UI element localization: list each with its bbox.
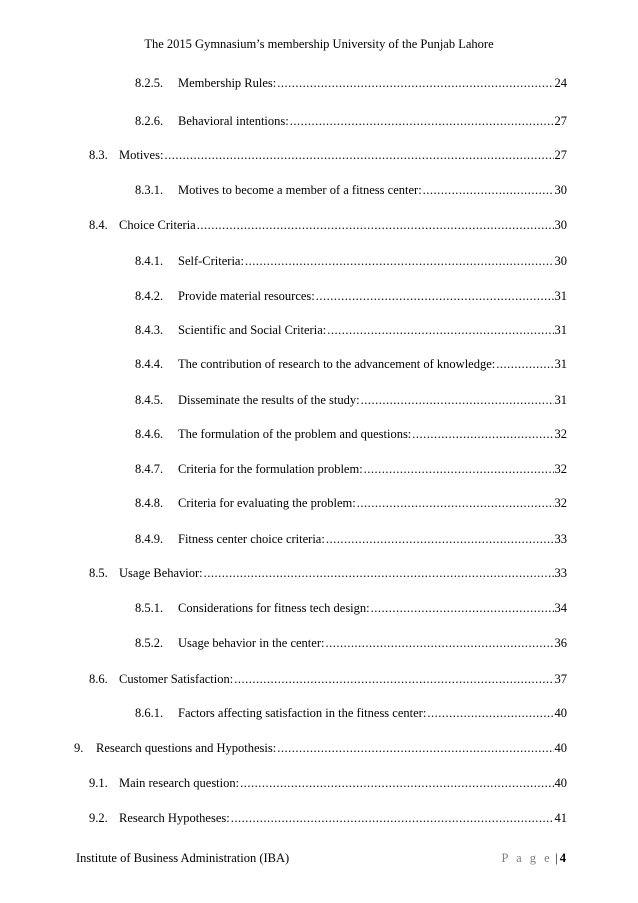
toc-entry[interactable] (135, 287, 567, 305)
toc-leader-dots (234, 670, 553, 688)
toc-entry-title: Main research question: (119, 776, 240, 790)
toc-entry-number: 8.6.1. (135, 706, 164, 720)
toc-entry-page: 37 (554, 672, 567, 686)
toc-entry[interactable] (89, 670, 567, 688)
toc-entry-number: 8.4. (89, 218, 108, 232)
toc-entry-title: Usage Behavior: (119, 566, 203, 580)
toc-entry-page: 31 (554, 357, 567, 371)
toc-leader-dots (423, 181, 554, 199)
toc-leader-dots (361, 391, 554, 409)
toc-leader-dots (326, 530, 554, 548)
footer-page-word: P a g e (501, 851, 553, 865)
footer-institution: Institute of Business Administration (IBA) (76, 851, 290, 865)
toc-entry-page: 30 (554, 218, 567, 232)
toc-leader-dots (412, 425, 553, 443)
toc-entry[interactable] (135, 530, 567, 548)
toc-entry-number: 8.4.4. (135, 357, 164, 371)
toc-entry[interactable] (135, 355, 567, 373)
toc-entry-number: 8.4.1. (135, 254, 164, 268)
toc-leader-dots (164, 146, 553, 164)
toc-leader-dots (371, 599, 554, 617)
toc-entry-page: 31 (554, 289, 567, 303)
toc-entry-number: 8.2.5. (135, 76, 164, 90)
toc-entry-number: 8.3. (89, 148, 108, 162)
toc-entry-title: The formulation of the problem and questions: (178, 427, 412, 441)
toc-entry[interactable] (89, 216, 567, 234)
toc-entry-page: 24 (554, 76, 567, 90)
toc-entry[interactable] (89, 564, 567, 582)
toc-entry-number: 8.2.6. (135, 114, 164, 128)
toc-leader-dots (327, 321, 553, 339)
toc-entry-title: Self-Criteria: (178, 254, 244, 268)
footer-page-indicator (502, 849, 566, 867)
toc-entry-number: 9. (74, 741, 84, 755)
page-footer (76, 849, 566, 867)
toc-leader-dots (204, 564, 554, 582)
toc-leader-dots (240, 774, 553, 792)
toc-leader-dots (496, 355, 553, 373)
toc-entry-page: 31 (554, 323, 567, 337)
toc-entry-number: 8.4.3. (135, 323, 164, 337)
toc-entry-page: 30 (554, 254, 567, 268)
toc-entry-title: Motives: (119, 148, 164, 162)
toc-entry[interactable] (135, 391, 567, 409)
toc-leader-dots (364, 460, 554, 478)
toc-entry-number: 8.4.7. (135, 462, 164, 476)
toc-entry-number: 8.5. (89, 566, 108, 580)
toc-entry[interactable] (135, 112, 567, 130)
toc-entry-number: 8.4.5. (135, 393, 164, 407)
toc-entry-title: Considerations for fitness tech design: (178, 601, 370, 615)
toc-leader-dots (316, 287, 554, 305)
toc-entry-page: 27 (554, 114, 567, 128)
toc-entry[interactable] (135, 181, 567, 199)
toc-entry-title: Criteria for evaluating the problem: (178, 496, 356, 510)
toc-leader-dots (197, 216, 554, 234)
toc-entry-title: Fitness center choice criteria: (178, 532, 325, 546)
toc-entry-number: 8.4.6. (135, 427, 164, 441)
footer-page-number: 4 (559, 851, 566, 865)
toc-leader-dots (325, 634, 553, 652)
toc-entry-number: 8.4.9. (135, 532, 164, 546)
toc-entry[interactable] (135, 494, 567, 512)
toc-entry-title: Usage behavior in the center: (178, 636, 325, 650)
toc-leader-dots (357, 494, 554, 512)
toc-entry[interactable] (74, 739, 567, 757)
toc-entry-page: 40 (554, 741, 567, 755)
toc-entry-number: 8.3.1. (135, 183, 164, 197)
toc-leader-dots (277, 739, 553, 757)
toc-entry-title: Factors affecting satisfaction in the fitness center: (178, 706, 427, 720)
toc-entry-title: Provide material resources: (178, 289, 315, 303)
toc-entry[interactable] (135, 704, 567, 722)
toc-entry-page: 33 (554, 566, 567, 580)
toc-entry[interactable] (135, 460, 567, 478)
toc-entry-title: Research Hypotheses: (119, 811, 230, 825)
toc-entry[interactable] (135, 252, 567, 270)
toc-entry-page: 34 (554, 601, 567, 615)
toc-entry-number: 8.5.2. (135, 636, 164, 650)
toc-entry-title: Membership Rules: (178, 76, 277, 90)
toc-entry[interactable] (135, 74, 567, 92)
toc-entry-number: 9.2. (89, 811, 108, 825)
toc-entry-title: Research questions and Hypothesis: (96, 741, 277, 755)
toc-leader-dots (277, 74, 553, 92)
toc-entry-title: Disseminate the results of the study: (178, 393, 360, 407)
toc-entry-title: Criteria for the formulation problem: (178, 462, 363, 476)
toc-entry[interactable] (135, 599, 567, 617)
toc-entry-page: 30 (554, 183, 567, 197)
toc-entry-page: 32 (554, 496, 567, 510)
page-header: The 2015 Gymnasium’s membership University of the Punjab Lahore (144, 37, 494, 51)
toc-entry-page: 40 (554, 776, 567, 790)
toc-entry-number: 8.4.2. (135, 289, 164, 303)
toc-entry-page: 40 (554, 706, 567, 720)
toc-entry-number: 8.4.8. (135, 496, 164, 510)
toc-entry[interactable] (89, 774, 567, 792)
toc-entry-number: 8.5.1. (135, 601, 164, 615)
toc-entry-page: 32 (554, 427, 567, 441)
toc-entry-title: Motives to become a member of a fitness center: (178, 183, 422, 197)
toc-entry-page: 36 (554, 636, 567, 650)
toc-entry-title: Behavioral intentions: (178, 114, 289, 128)
toc-entry-title: Customer Satisfaction: (119, 672, 234, 686)
toc-leader-dots (427, 704, 553, 722)
toc-entry-number: 9.1. (89, 776, 108, 790)
toc-entry-page: 31 (554, 393, 567, 407)
toc-leader-dots (231, 809, 554, 827)
toc-entry[interactable] (89, 146, 567, 164)
toc-entry-page: 41 (554, 811, 567, 825)
toc-entry[interactable] (89, 809, 567, 827)
toc-entry[interactable] (135, 321, 567, 339)
toc-entry[interactable] (135, 634, 567, 652)
toc-entry-title: Scientific and Social Criteria: (178, 323, 327, 337)
toc-leader-dots (245, 252, 554, 270)
toc-entry-page: 33 (554, 532, 567, 546)
toc-entry-title: The contribution of research to the advancement of knowledge: (178, 357, 496, 371)
footer-separator: | (555, 851, 558, 865)
toc-entry-title: Choice Criteria (119, 218, 196, 232)
toc-entry[interactable] (135, 425, 567, 443)
toc-entry-page: 32 (554, 462, 567, 476)
toc-leader-dots (290, 112, 554, 130)
toc-entry-number: 8.6. (89, 672, 108, 686)
toc-entry-page: 27 (554, 148, 567, 162)
